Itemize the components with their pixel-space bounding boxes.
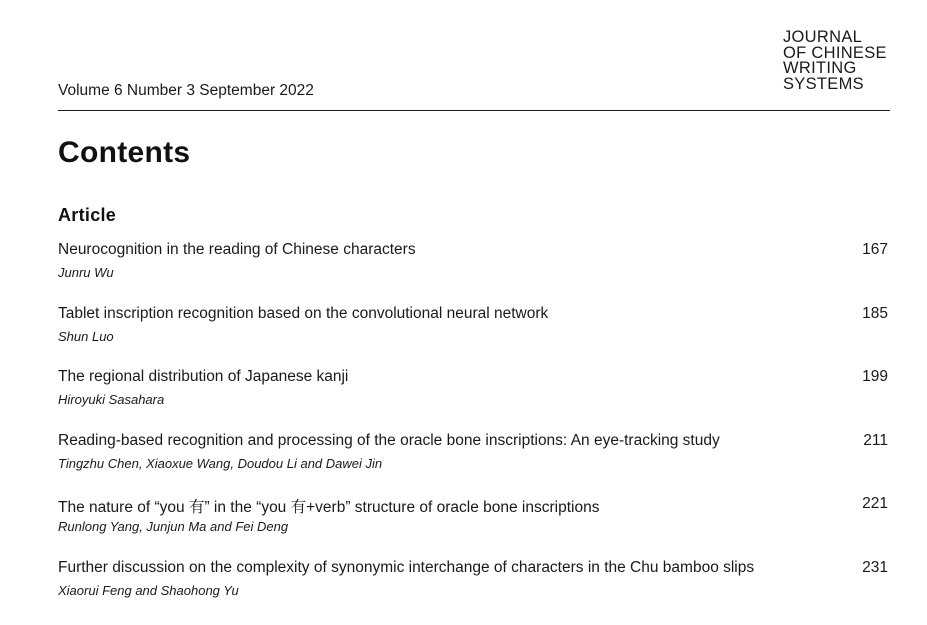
journal-logo-line-1: JOURNAL bbox=[783, 28, 863, 46]
page-number: 199 bbox=[862, 368, 888, 385]
section-heading: Article bbox=[58, 205, 117, 225]
article-title[interactable]: Further discussion on the complexity of synonymic interchange of characters in the Chu bamboo slips bbox=[58, 559, 755, 576]
issue-info: Volume 6 Number 3 September 2022 bbox=[58, 82, 314, 99]
toc-entry[interactable] bbox=[58, 368, 888, 412]
article-authors: Shun Luo bbox=[58, 329, 114, 344]
toc-entry[interactable] bbox=[58, 241, 888, 285]
article-authors: Xiaorui Feng and Shaohong Yu bbox=[58, 583, 239, 598]
page-number: 231 bbox=[862, 559, 888, 576]
article-authors: Hiroyuki Sasahara bbox=[58, 392, 165, 407]
article-authors: Junru Wu bbox=[58, 265, 114, 280]
article-authors: Tingzhu Chen, Xiaoxue Wang, Doudou Li and Dawei Jin bbox=[58, 456, 383, 471]
journal-logo-line-3: WRITING bbox=[783, 59, 857, 77]
article-title[interactable]: Tablet inscription recognition based on the convolutional neural network bbox=[58, 305, 549, 322]
page-number: 185 bbox=[862, 305, 888, 322]
article-title[interactable]: Neurocognition in the reading of Chinese characters bbox=[58, 241, 416, 258]
journal-logo bbox=[783, 30, 887, 92]
page-number: 221 bbox=[862, 495, 888, 512]
journal-logo-line-4: SYSTEMS bbox=[783, 74, 864, 93]
page-number: 167 bbox=[862, 241, 888, 258]
page-title: Contents bbox=[58, 136, 191, 169]
article-title[interactable]: The nature of “you 有” in the “you 有+verb” structure of oracle bone inscriptions bbox=[58, 499, 600, 516]
toc-entry[interactable] bbox=[58, 305, 888, 349]
article-title[interactable]: The regional distribution of Japanese kanji bbox=[58, 368, 349, 385]
article-authors: Runlong Yang, Junjun Ma and Fei Deng bbox=[58, 519, 289, 534]
toc-entry[interactable] bbox=[58, 495, 888, 539]
header-divider bbox=[58, 110, 890, 111]
journal-logo-line-2: OF CHINESE bbox=[783, 43, 887, 62]
article-title[interactable]: Reading-based recognition and processing of the oracle bone inscriptions: An eye-tracking study bbox=[58, 432, 720, 449]
toc-entry[interactable] bbox=[58, 559, 888, 603]
toc-entry[interactable] bbox=[58, 432, 888, 476]
page-number: 211 bbox=[863, 432, 888, 449]
